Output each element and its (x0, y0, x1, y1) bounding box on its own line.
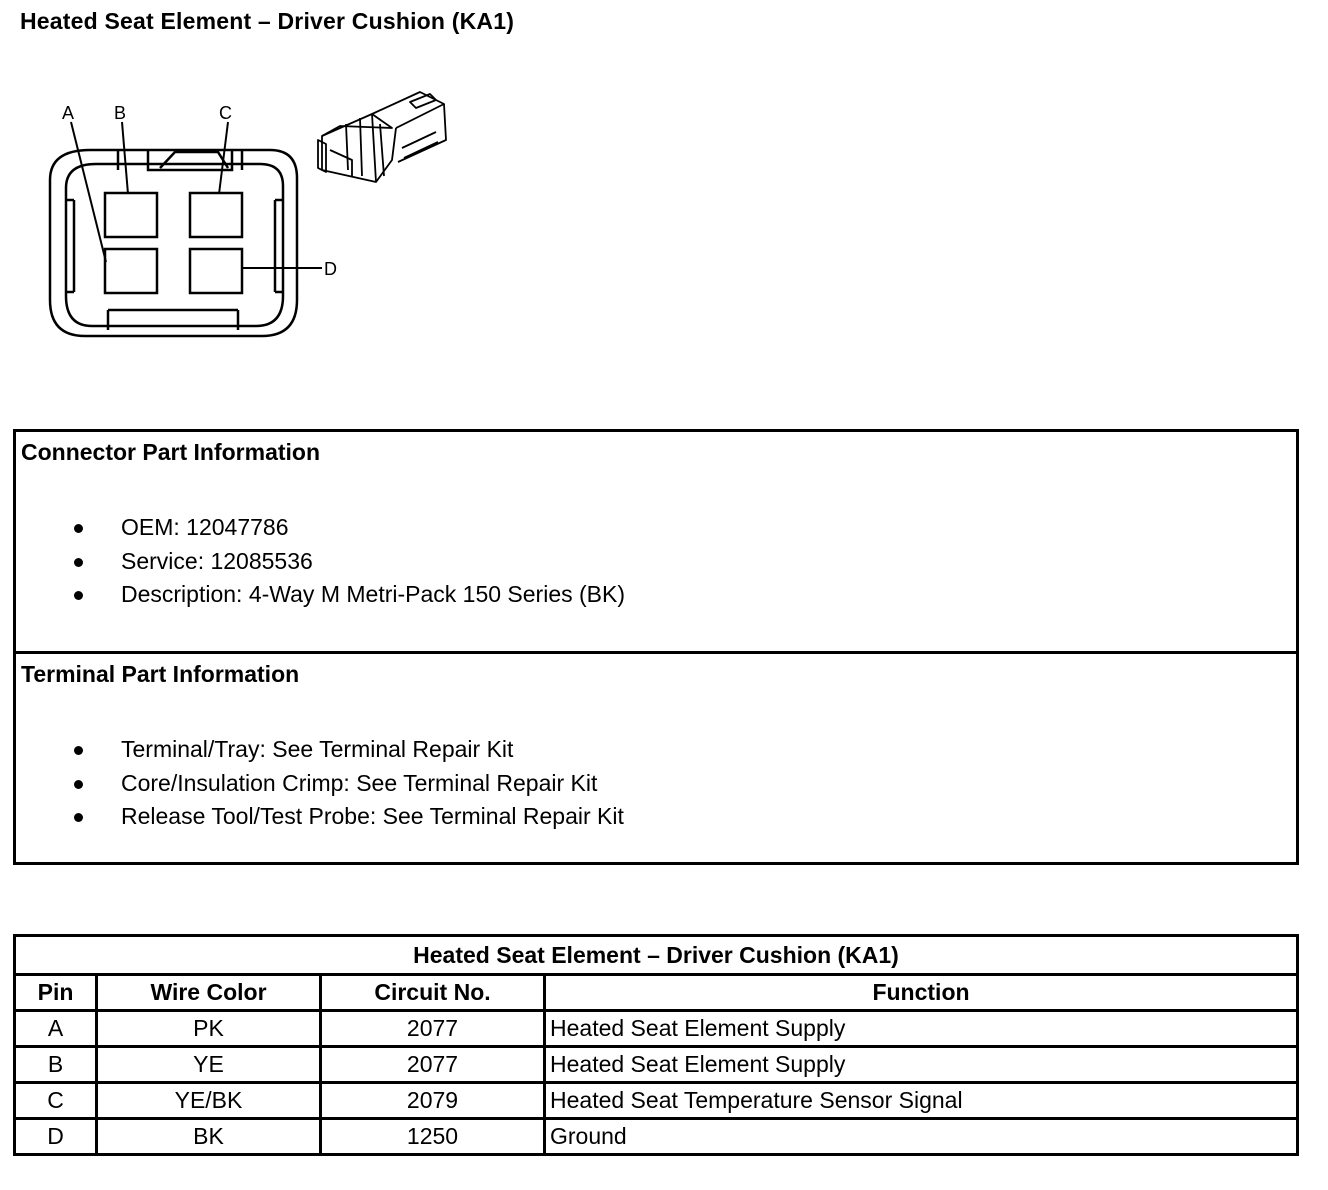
bullet-icon (74, 746, 83, 755)
connector-diagram (0, 0, 470, 360)
list-item (16, 545, 625, 579)
header-function: Function (545, 975, 1298, 1011)
page-title: Heated Seat Element – Driver Cushion (KA1) (20, 8, 515, 34)
cell-circuit: 2079 (321, 1083, 545, 1119)
list-item-text: Description: 4-Way M Metri-Pack 150 Series (BK) (121, 581, 626, 607)
connector-info-list (16, 511, 625, 612)
header-circuit-no: Circuit No. (321, 975, 545, 1011)
cell-circuit: 2077 (321, 1011, 545, 1047)
cell-wire-color: BK (97, 1119, 321, 1155)
list-item (16, 578, 625, 612)
list-item-text: OEM: 12047786 (121, 514, 289, 540)
pin-label-d: D (324, 259, 337, 279)
table-row (15, 1047, 1298, 1083)
connector-info-title: Connector Part Information (21, 439, 321, 465)
connector-3d-view (318, 92, 446, 182)
terminal-info-title: Terminal Part Information (21, 661, 300, 687)
connector-part-information (16, 432, 1296, 648)
list-item (16, 800, 624, 834)
cell-wire-color: PK (97, 1011, 321, 1047)
table-row (15, 1011, 1298, 1047)
list-item (16, 767, 624, 801)
table-row (15, 1083, 1298, 1119)
list-item-text: Core/Insulation Crimp: See Terminal Repair Kit (121, 769, 598, 796)
table-row (15, 1119, 1298, 1155)
cell-function: Ground (545, 1119, 1298, 1155)
cell-circuit: 2077 (321, 1047, 545, 1083)
pin-cavities (105, 193, 242, 293)
pin-label-a: A (62, 103, 75, 123)
connector-face (50, 150, 297, 336)
cell-function: Heated Seat Element Supply (545, 1011, 1298, 1047)
header-wire-color: Wire Color (97, 975, 321, 1011)
bullet-icon (74, 813, 83, 822)
cell-circuit: 1250 (321, 1119, 545, 1155)
bullet-icon (74, 591, 83, 600)
pin-label-c: C (219, 103, 232, 123)
list-item (16, 733, 624, 767)
cell-function: Heated Seat Element Supply (545, 1047, 1298, 1083)
list-item-text: Service: 12085536 (121, 547, 313, 574)
pin-table (13, 934, 1299, 1156)
list-item-text: Terminal/Tray: See Terminal Repair Kit (121, 736, 514, 762)
bullet-icon (74, 780, 83, 789)
cell-function: Heated Seat Temperature Sensor Signal (545, 1083, 1298, 1119)
cell-pin: C (15, 1083, 97, 1119)
cavity-c (190, 193, 242, 237)
cell-wire-color: YE (97, 1047, 321, 1083)
terminal-part-information (16, 651, 1296, 865)
table-caption: Heated Seat Element – Driver Cushion (KA1) (15, 936, 1298, 975)
terminal-info-list (16, 733, 624, 834)
cavity-b (105, 193, 157, 237)
table-header-row (15, 975, 1298, 1011)
cavity-d (190, 249, 242, 293)
part-information-box (13, 429, 1299, 865)
pin-label-b: B (114, 103, 127, 123)
leader-lines (71, 122, 322, 268)
cell-pin: D (15, 1119, 97, 1155)
list-item-text: Release Tool/Test Probe: See Terminal Repair Kit (121, 803, 624, 829)
bullet-icon (74, 524, 83, 533)
cavity-a (105, 249, 157, 293)
cell-pin: A (15, 1011, 97, 1047)
bullet-icon (74, 558, 83, 567)
cell-pin: B (15, 1047, 97, 1083)
list-item (16, 511, 625, 545)
header-pin: Pin (15, 975, 97, 1011)
cell-wire-color: YE/BK (97, 1083, 321, 1119)
